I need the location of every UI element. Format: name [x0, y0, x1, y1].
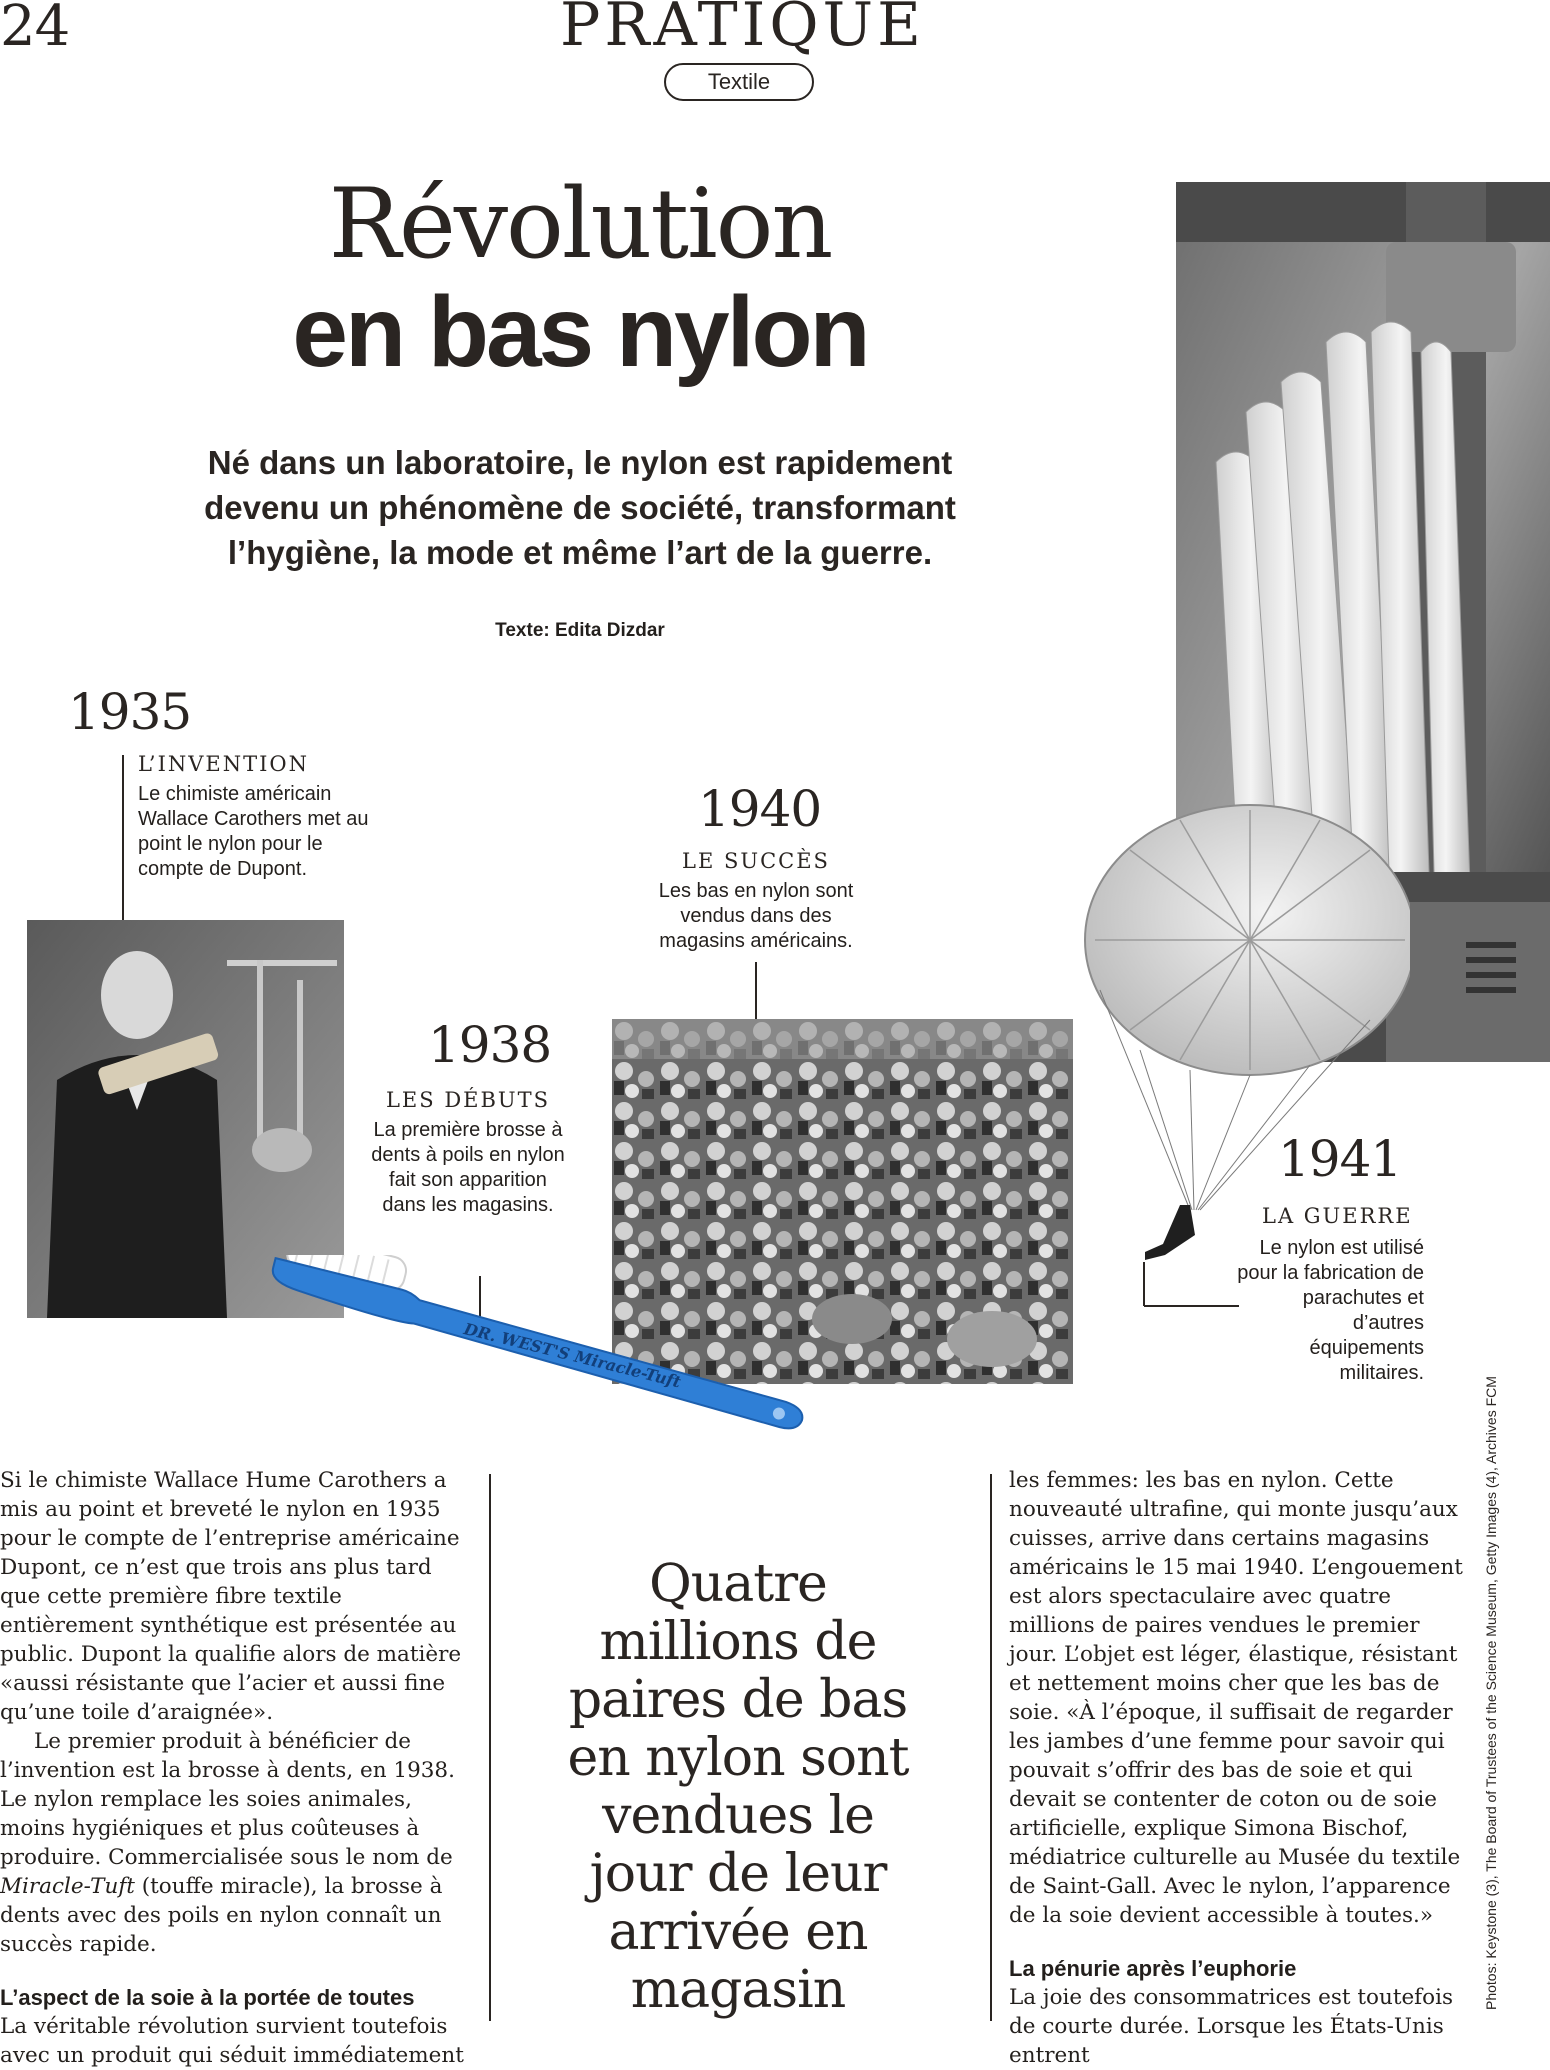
timeline-1941-label: LA GUERRE: [1262, 1204, 1413, 1228]
timeline-1938-label: LES DÉBUTS: [385, 1088, 551, 1112]
photo-credits: Photos: Keystone (3), The Board of Trustees of the Science Museum, Getty Images (4), Archives FCM: [1483, 1376, 1499, 2010]
timeline-1940-line: [755, 962, 757, 1019]
subhead-2: La pénurie après l’euphorie: [1009, 1956, 1297, 1981]
column-rule-left: [489, 1474, 491, 2021]
body-paragraph-4: les femmes: les bas en nylon. Cette nouveauté ultrafine, qui monte jusqu’aux cuisses, arrive dans certains magasins américains le 15 mai 1940. L’engouement est alors spectaculaire avec quatre millions de paires vendues le premier jour. L’objet est léger, élastique, résistant et nettement moins cher que les bas de soie. «À l’époque, il suffisait de regarder les jambes d’une femme pour savoir qui pouvait s’offrir des bas de soie et qui devait se contenter de coton ou de soie artificielle, explique Simona Bischof, médiatrice culturelle au Musée du textile de Saint-Gall. Avec le nylon, l’apparence de la soie devient accessible à toutes.»: [1009, 1468, 1463, 1928]
timeline-1938-year: 1938: [428, 1016, 552, 1074]
body-paragraph-5: La joie des consommatrices est toutefois de courte durée. Lorsque les États-Unis entrent: [1009, 1985, 1453, 2068]
timeline-1940-text: Les bas en nylon sont vendus dans des magasins américains.: [658, 880, 854, 952]
timeline-1941-text: Le nylon est utilisé pour la fabrication de parachutes et d’autres équipements militaires.: [1237, 1237, 1424, 1384]
headline-line1: Révolution: [328, 168, 832, 280]
body-paragraph-3: La véritable révolution survient toutefois avec un produit qui séduit immédiatement: [0, 2014, 464, 2068]
toothbrush-brand: DR. WEST'S Miracle-Tuft: [461, 1319, 683, 1392]
timeline-1940-label: LE SUCCÈS: [682, 849, 830, 873]
timeline-1935-label: L’INVENTION: [138, 752, 310, 776]
column-rule-right: [990, 1474, 992, 2021]
headline-line2: en bas nylon: [292, 276, 868, 388]
body-paragraph-2: Le premier produit à bénéficier de l’invention est la brosse à dents, en 1938. Le nylon remplace les soies animales, moins hygiéniques et plus coûteuses à produire. Commercialisée sous le nom de Miracle-Tuft (touffe miracle), la brosse à dents avec des poils en nylon connaît un succès rapide.: [0, 1729, 455, 1957]
timeline-1935-line: [122, 755, 124, 921]
body-column-1: [0, 1466, 472, 2070]
timeline-1935-year: 1935: [68, 683, 192, 741]
byline: Texte: Edita Dizdar: [495, 620, 665, 641]
timeline-1938-text: La première brosse à dents à poils en nylon fait son apparition dans les magasins.: [371, 1119, 565, 1216]
category-badge: Textile: [664, 63, 814, 101]
timeline-1941-line: [1144, 1305, 1239, 1307]
section-title: PRATIQUE: [560, 0, 925, 60]
timeline-1941-year: 1941: [1278, 1130, 1402, 1188]
lead-paragraph: Né dans un laboratoire, le nylon est rapidement devenu un phénomène de société, transformant l’hygiène, la mode et même l’art de la guerre.: [204, 444, 956, 571]
page-number: 24: [0, 0, 70, 59]
timeline-1940-year: 1940: [698, 780, 822, 838]
pull-quote: Quatre millions de paires de bas en nylon sont vendues le jour de leur arrivée en magasin: [567, 1554, 909, 2020]
toothbrush-image: [250, 1255, 830, 1455]
body-column-3: [1009, 1466, 1473, 2070]
timeline-1935-text: Le chimiste américain Wallace Carothers met au point le nylon pour le compte de Dupont.: [138, 783, 369, 880]
timeline-1941-connector: [1143, 1262, 1145, 1306]
body-paragraph-1: Si le chimiste Wallace Hume Carothers a mis au point et breveté le nylon en 1935 pour le compte de l’entreprise américaine Dupont, ce n’est que trois ans plus tard que cette première fibre textile entièrement synthétique est présentée au public. Dupont la qualifie alors de matière «aussi résistante que l’acier et aussi fine qu’une toile d’araignée».: [0, 1468, 462, 1725]
subhead-1: L’aspect de la soie à la portée de toutes: [0, 1985, 415, 2010]
